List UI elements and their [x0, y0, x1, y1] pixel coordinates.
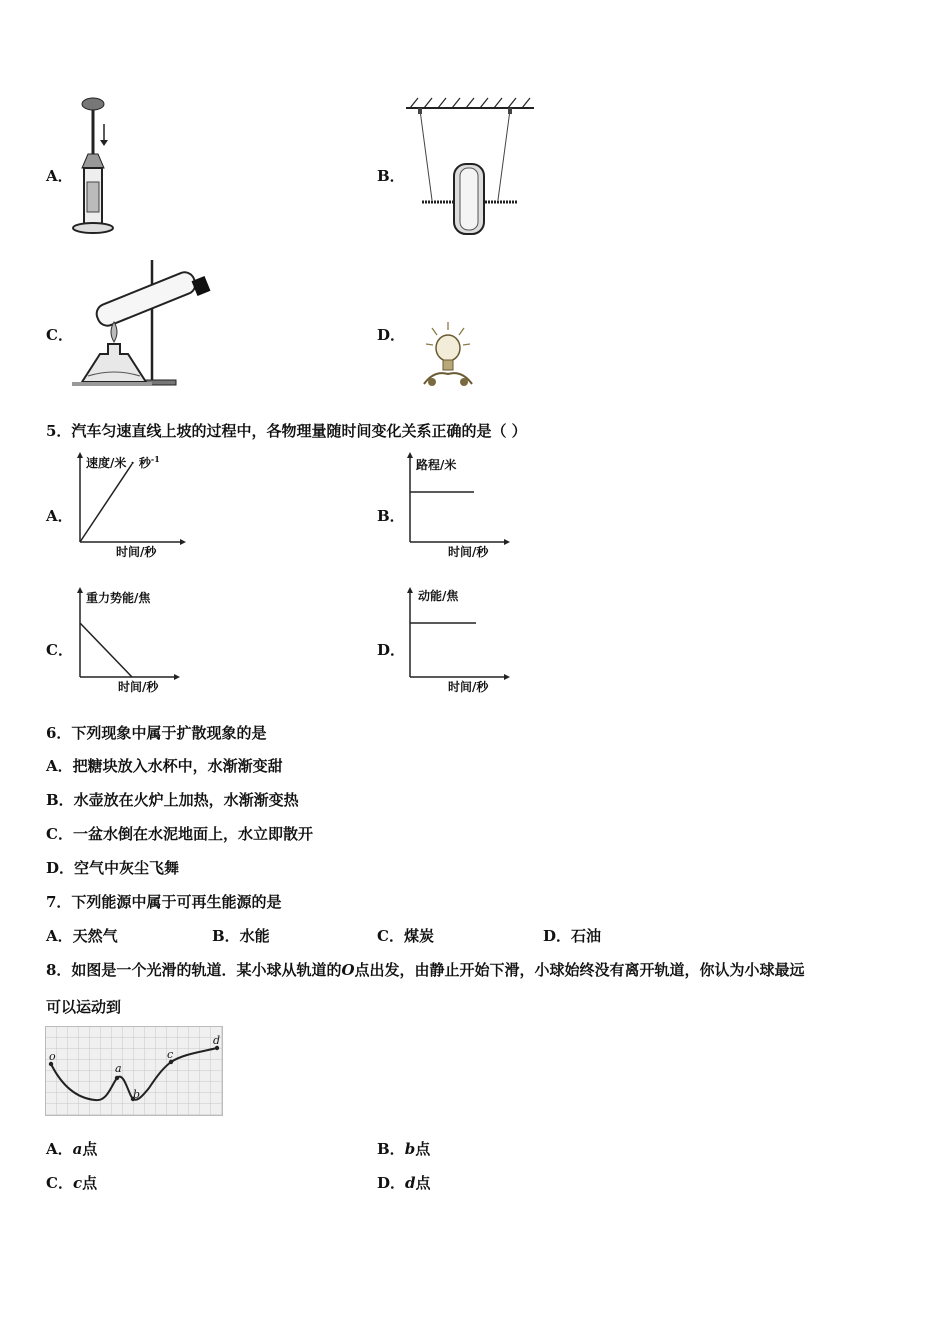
q7-option-a: A．天然气	[46, 927, 118, 945]
q5-d-xlabel: 时间/秒	[448, 680, 489, 694]
q7-option-b: B．水能	[212, 927, 270, 945]
q5-graph-d	[402, 585, 532, 697]
q6-option-d: D．空气中灰尘飞舞	[46, 859, 180, 877]
q5-d-ylabel: 动能/焦	[418, 589, 459, 603]
option-d-label: D．	[377, 326, 406, 344]
q5-a-ylabel: 速度/米 · 秒$^{-1}$	[86, 454, 160, 470]
q6-option-a: A．把糖块放入水杯中，水渐渐变甜	[46, 757, 283, 775]
track-point-a-label: a	[115, 1062, 122, 1075]
track-point-o-label: o	[49, 1050, 56, 1063]
option-c-label: C．	[46, 326, 73, 344]
question-6-stem: 6．下列现象中属于扩散现象的是	[46, 724, 267, 742]
q5-graph-a	[72, 450, 202, 562]
q5-b-ylabel: 路程/米	[416, 458, 457, 472]
air-compression-piston-figure	[68, 96, 140, 238]
q5-option-c-label: C．	[46, 641, 73, 659]
track-point-d-label: d	[213, 1034, 221, 1047]
q5-a-xlabel: 时间/秒	[116, 545, 157, 559]
q5-b-xlabel: 时间/秒	[448, 545, 489, 559]
q8-option-b: B．b点	[377, 1140, 431, 1158]
rolling-pendulum-wheel-figure	[402, 96, 540, 238]
option-a-label: A．	[46, 167, 73, 185]
q7-option-d: D．石油	[543, 927, 602, 945]
heated-test-tube-figure	[68, 256, 216, 390]
q5-c-xlabel: 时间/秒	[118, 680, 159, 694]
q5-option-d-label: D．	[377, 641, 406, 659]
q8-option-d: D．d点	[377, 1174, 431, 1192]
q5-option-a-label: A．	[46, 507, 73, 525]
q6-option-b: B．水壶放在火炉上加热，水渐渐变热	[46, 791, 299, 809]
q5-a-curve	[80, 464, 132, 542]
q5-c-ylabel: 重力势能/焦	[86, 591, 151, 605]
question-7-stem: 7．下列能源中属于可再生能源的是	[46, 893, 282, 911]
q7-option-c: C．煤炭	[377, 927, 434, 945]
q5-c-curve	[80, 623, 132, 677]
q5-graph-b	[402, 450, 532, 562]
track-point-c-label: c	[167, 1048, 174, 1061]
track-point-b-label: b	[133, 1088, 141, 1101]
option-b-label: B．	[377, 167, 405, 185]
q5-option-b-label: B．	[377, 507, 405, 525]
question-8-stem-line1: 8．如图是一个光滑的轨道．某小球从轨道的O点出发，由静止开始下滑，小球始终没有离开轨道，你认为小球最远	[46, 961, 805, 979]
lit-bulb-figure	[418, 318, 478, 390]
q5-graph-c	[72, 585, 202, 697]
question-5-stem: 5．汽车匀速直线上坡的过程中，各物理量随时间变化关系正确的是（ ）	[46, 422, 527, 440]
q8-option-c: C．c点	[46, 1174, 98, 1192]
q8-option-a: A．a点	[46, 1140, 98, 1158]
question-8-stem-line2: 可以运动到	[46, 998, 122, 1016]
q8-track-figure	[45, 1026, 223, 1116]
q6-option-c: C．一盆水倒在水泥地面上，水立即散开	[46, 825, 313, 843]
